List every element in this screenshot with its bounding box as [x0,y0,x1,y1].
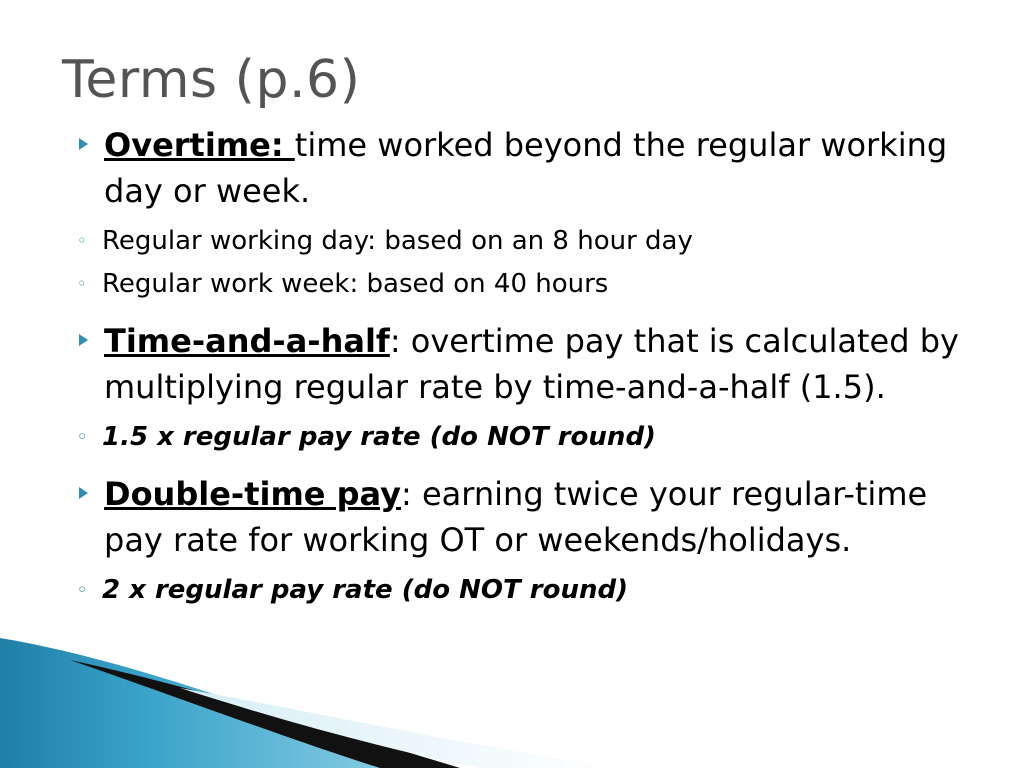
sub-item-text: Regular work week: based on 40 hours [102,269,609,299]
term-definition: time worked beyond the regular working day or week. [104,126,948,210]
list-item-time-and-a-half [74,318,974,410]
sub-item-text: 2 x regular pay rate (do NOT round) [102,575,628,605]
term-label: Time-and-a-half [104,322,390,360]
sub-item [74,569,974,612]
content-list [74,122,974,612]
sub-item-text: 1.5 x regular pay rate (do NOT round) [102,422,656,452]
circle-bullet-icon: ◦ [77,427,88,446]
sub-item [74,220,974,263]
triangle-bullet-icon [79,487,88,499]
slide-title: Terms (p.6) [62,50,361,110]
circle-bullet-icon: ◦ [77,231,87,250]
sub-item [74,416,974,459]
triangle-bullet-icon [79,138,88,150]
list-item-double-time [74,471,974,563]
term-definition: : overtime pay that is calculated by multiplying regular rate by time-and-a-half (1.5). [104,322,959,406]
term-label: Overtime: [104,126,295,164]
triangle-bullet-icon [79,334,88,346]
sub-item [74,263,974,306]
term-definition: : earning twice your regular-time pay rate for working OT or weekends/holidays. [104,475,928,559]
circle-bullet-icon: ◦ [77,580,88,599]
decorative-wave [0,638,1024,768]
circle-bullet-icon: ◦ [77,274,87,293]
sub-item-text: Regular working day: based on an 8 hour day [102,226,693,256]
list-item-overtime [74,122,974,214]
term-label: Double-time pay [104,475,402,513]
